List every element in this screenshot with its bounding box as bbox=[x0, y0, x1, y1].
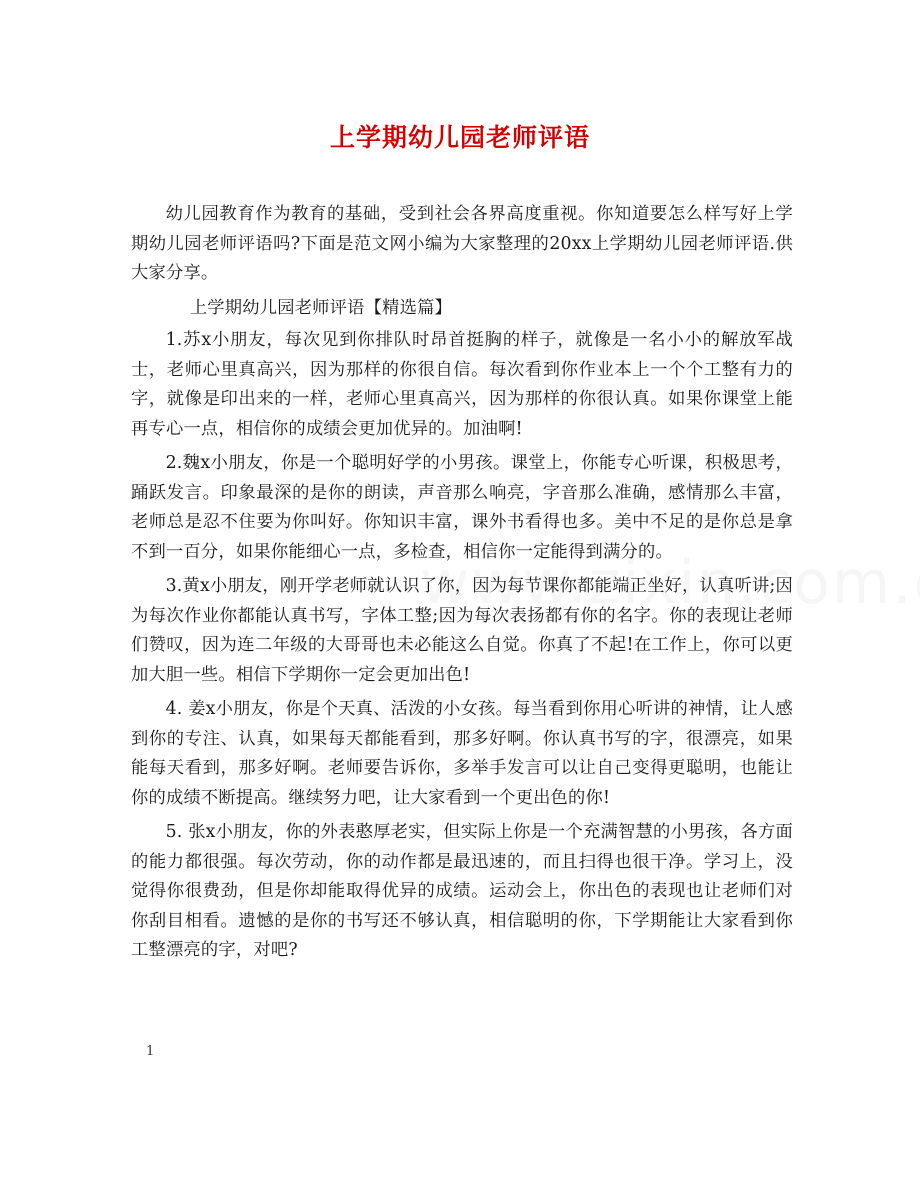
comment-paragraph-4: 4. 姜x小朋友，你是个天真、活泼的小女孩。每当看到你用心听讲的神情，让人感到你的专注、认真，如果每天都能看到，那多好啊。你认真书写的字，很漂亮，如果能每天看到，那多好啊。老师要告诉你，多举手发言可以让自己变得更聪明，也能让你的成绩不断提高。继续努力吧，让大家看到一个更出色的你! bbox=[131, 699, 793, 808]
comment-paragraph-2: 2.魏x小朋友，你是一个聪明好学的小男孩。课堂上，你能专心听课，积极思考，踊跃发言。印象最深的是你的朗读，声音那么响亮，字音那么准确，感情那么丰富，老师总是忍不住要为你叫好。你知识丰富，课外书看得也多。美中不足的是你总是拿不到一百分，如果你能细心一点，多检查，相信你一定能得到满分的。 bbox=[131, 453, 793, 562]
comment-paragraph-3: 3.黄x小朋友，刚开学老师就认识了你，因为每节课你都能端正坐好，认真听讲;因为每次作业你都能认真书写，字体工整;因为每次表扬都有你的名字。你的表现让老师们赞叹，因为连二年级的大哥哥也未必能这么自觉。你真了不起!在工作上，你可以更加大胆一些。相信下学期你一定会更加出色! bbox=[131, 576, 793, 685]
section-subheading: 上学期幼儿园老师评语【精选篇】 bbox=[189, 297, 453, 318]
comment-paragraph-1: 1.苏x小朋友，每次见到你排队时昂首挺胸的样子，就像是一名小小的解放军战士，老师心里真高兴，因为那样的你很自信。每次看到你作业本上一个个工整有力的字，就像是印出来的一样，老师心里真高兴，因为那样的你很认真。如果你课堂上能再专心一点，相信你的成绩会更加优异的。加油啊! bbox=[131, 330, 793, 439]
comment-paragraph-5: 5. 张x小朋友，你的外表憨厚老实，但实际上你是一个充满智慧的小男孩，各方面的能力都很强。每次劳动，你的动作都是最迅速的，而且扫得也很干净。学习上，没觉得你很费劲，但是你却能取得优异的成绩。运动会上，你出色的表现也让老师们对你刮目相看。遗憾的是你的书写还不够认真，相信聪明的你，下学期能让大家看到你工整漂亮的字，对吧? bbox=[131, 822, 793, 960]
document-title: 上学期幼儿园老师评语 bbox=[329, 123, 590, 152]
document-body bbox=[131, 200, 793, 971]
page-number: 1 bbox=[146, 1044, 155, 1059]
intro-paragraph: 幼儿园教育作为教育的基础，受到社会各界高度重视。你知道要怎么样写好上学期幼儿园老师评语吗?下面是范文网小编为大家整理的20xx上学期幼儿园老师评语.供大家分享。 bbox=[131, 204, 793, 283]
